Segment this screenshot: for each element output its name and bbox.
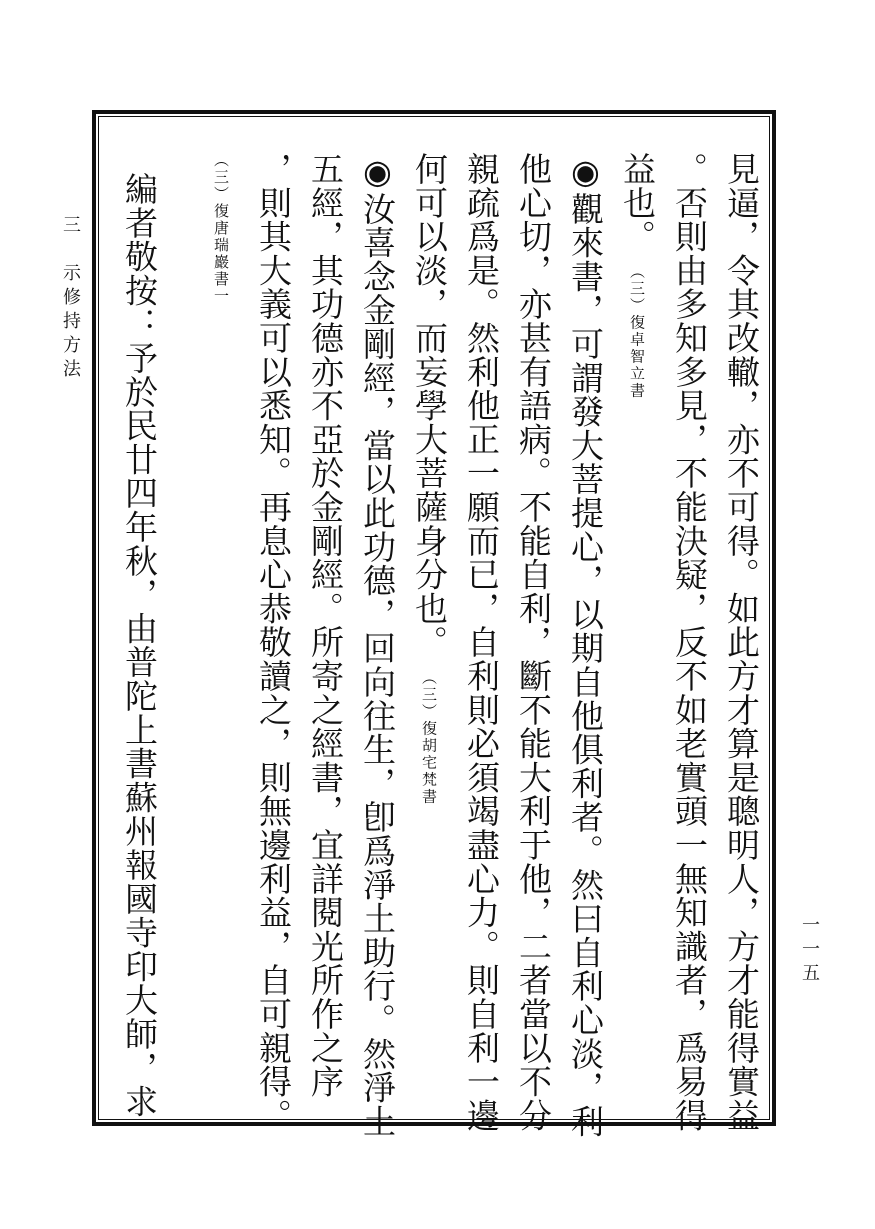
annotation-note: （三）復卓智立書 [628, 271, 646, 400]
annotation-note: （三）復胡宅梵書 [420, 677, 438, 806]
text-column-6 [463, 152, 499, 1132]
text-column-2 [671, 152, 707, 1132]
text-column-3 [619, 152, 655, 418]
column-text: 何可以淡，而妄學大菩薩身分也。 [410, 152, 449, 659]
text-column-9 [307, 152, 343, 1098]
annotation-note: （三）復唐瑞巖書一 [212, 152, 230, 305]
text-column-10 [255, 152, 291, 1132]
column-text: 。否則由多知多見，不能決疑，反不如老實頭一無知識者，爲易得 [670, 152, 709, 1133]
column-text: 親疏爲是。然利他正一願而已，自利則必須竭盡心力。則自利一邊 [462, 152, 501, 1133]
column-text: ，則其大義可以悉知。再息心恭敬讀之，則無邊利益，自可親得。 [254, 152, 293, 1133]
text-column-5 [515, 152, 551, 1132]
column-text: 五經，其功德亦不亞於金剛經。所寄之經書，宜詳閱光所作之序 [306, 152, 345, 1099]
page-number: 一一五 [799, 915, 820, 987]
text-column-8 [359, 152, 395, 1138]
column-text: 見逼，令其改轍，亦不可得。如此方才算是聰明人，方才能得實益 [722, 152, 761, 1133]
column-text: 益也。 [618, 152, 657, 254]
column-text: ◉汝喜念金剛經，當以此功德，回向往生，卽爲淨土助行。然淨土 [358, 152, 397, 1139]
text-column-1 [723, 152, 759, 1132]
column-text: ◉觀來書，可謂發大菩提心，以期自他俱利者。然曰自利心淡，利 [566, 152, 605, 1139]
text-column-7 [411, 152, 447, 824]
text-column-12 [121, 172, 157, 1118]
column-text: 他心切，亦甚有語病。不能自利，斷不能大利于他，二者當以不分 [514, 152, 553, 1133]
text-column-11 [203, 152, 239, 323]
section-title: 三 示修持方法 [60, 215, 81, 383]
column-text: 編者敬按：予於民廿四年秋，由普陀上書蘇州報國寺印大師，求 [120, 172, 159, 1119]
text-column-4 [567, 152, 603, 1138]
